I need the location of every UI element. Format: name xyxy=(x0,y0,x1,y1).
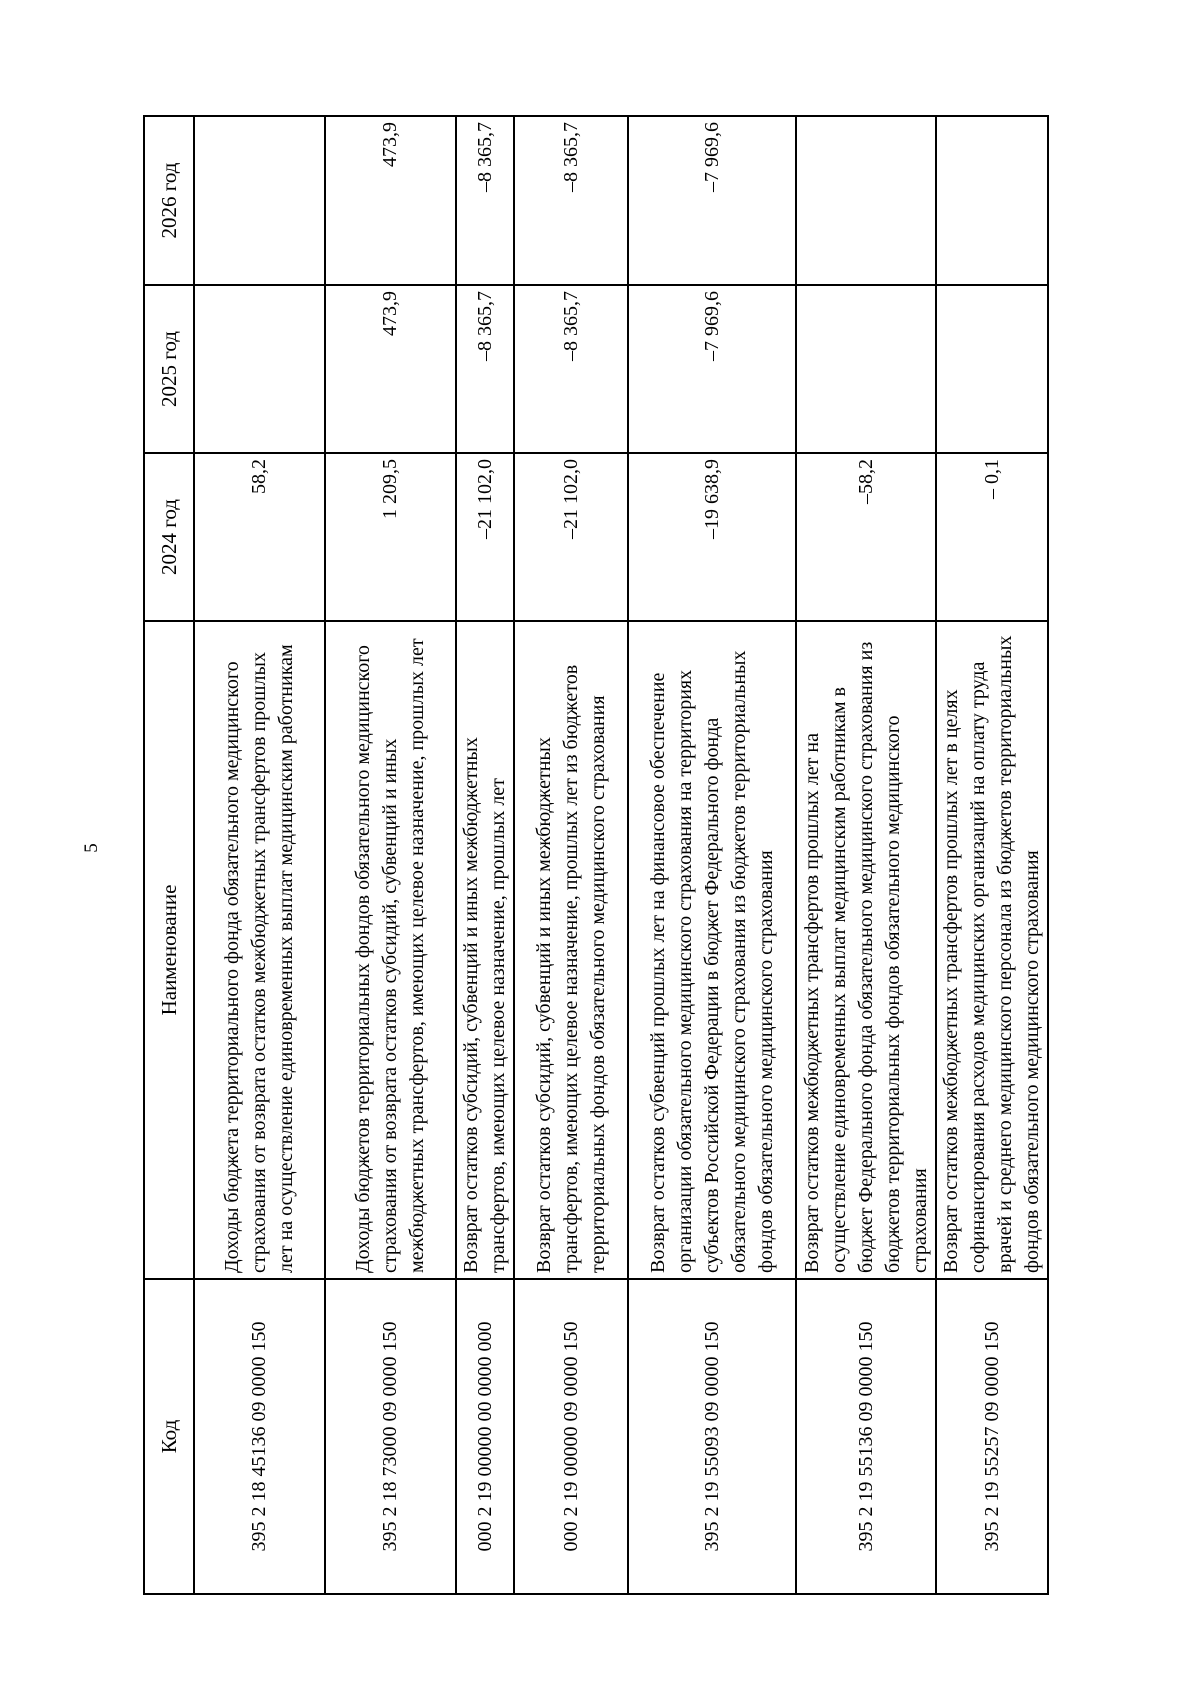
row-name: Доходы бюджета территориального фонда обязательного медицинского страхования от возврата остатков межбюджетных трансфертов прошлых лет на осуществление единовременных выплат медицинским работникам xyxy=(194,621,325,1279)
row-name: Возврат остатков субсидий, субвенций и иных межбюджетных трансфертов, имеющих целевое назначение, прошлых лет xyxy=(456,621,514,1279)
row-code: 000 2 19 00000 00 0000 000 xyxy=(456,1279,514,1594)
table-row xyxy=(628,116,796,1594)
row-name: Возврат остатков межбюджетных трансфертов прошлых лет на осуществление единовременных выплат медицинским работникам в бюджет Федерального фонда обязательного медицинского страхования из бюджетов территориальных фондов обязательного медицинского страхования xyxy=(796,621,936,1279)
row-value-2024: –21 102,0 xyxy=(456,453,514,621)
row-value-2026: 473,9 xyxy=(325,116,456,285)
header-name: Наименование xyxy=(144,621,194,1279)
row-value-2026: –7 969,6 xyxy=(628,116,796,285)
row-value-2025 xyxy=(796,285,936,453)
row-value-2024: –21 102,0 xyxy=(514,453,628,621)
row-value-2025 xyxy=(936,285,1048,453)
row-code: 395 2 18 45136 09 0000 150 xyxy=(194,1279,325,1594)
row-name: Доходы бюджетов территориальных фондов обязательного медицинского страхования от возврата остатков субсидий, субвенций и иных межбюджетных трансфертов, имеющих целевое назначение, прошлых лет xyxy=(325,621,456,1279)
row-value-2026: –8 365,7 xyxy=(514,116,628,285)
row-value-2025: 473,9 xyxy=(325,285,456,453)
row-name: Возврат остатков межбюджетных трансфертов прошлых лет в целях софинансирования расходов медицинских организаций на оплату труда врачей и среднего медицинского персонала из бюджетов территориальных фондов обязательного медицинского страхования xyxy=(936,621,1048,1279)
table-row xyxy=(796,116,936,1594)
row-value-2026 xyxy=(194,116,325,285)
row-code: 395 2 19 55257 09 0000 150 xyxy=(936,1279,1048,1594)
row-value-2024: –58,2 xyxy=(796,453,936,621)
row-value-2026 xyxy=(936,116,1048,285)
row-value-2025: –8 365,7 xyxy=(514,285,628,453)
row-value-2024: – 0,1 xyxy=(936,453,1048,621)
row-value-2024: 58,2 xyxy=(194,453,325,621)
row-code: 395 2 18 73000 09 0000 150 xyxy=(325,1279,456,1594)
row-value-2025: –7 969,6 xyxy=(628,285,796,453)
row-value-2026: –8 365,7 xyxy=(456,116,514,285)
row-value-2025 xyxy=(194,285,325,453)
budget-table-container xyxy=(143,117,1043,1595)
table-row xyxy=(325,116,456,1594)
row-code: 395 2 19 55136 09 0000 150 xyxy=(796,1279,936,1594)
table-row xyxy=(514,116,628,1594)
header-2024: 2024 год xyxy=(144,453,194,621)
row-name: Возврат остатков субвенций прошлых лет на финансовое обеспечение организации обязательного медицинского страхования на территориях субъектов Российской Федерации в бюджет Федерального фонда обязательного медицинского страхования из бюджетов территориальных фондов обязательного медицинского страхования xyxy=(628,621,796,1279)
row-value-2024: 1 209,5 xyxy=(325,453,456,621)
row-value-2024: –19 638,9 xyxy=(628,453,796,621)
table-header-row xyxy=(144,116,194,1594)
row-name: Возврат остатков субсидий, субвенций и иных межбюджетных трансфертов, имеющих целевое назначение, прошлых лет из бюджетов территориальных фондов обязательного медицинского страхования xyxy=(514,621,628,1279)
page-number: 5 xyxy=(81,843,102,853)
header-code: Код xyxy=(144,1279,194,1594)
table-row xyxy=(456,116,514,1594)
table-row xyxy=(936,116,1048,1594)
table-row xyxy=(194,116,325,1594)
row-value-2026 xyxy=(796,116,936,285)
row-code: 395 2 19 55093 09 0000 150 xyxy=(628,1279,796,1594)
row-value-2025: –8 365,7 xyxy=(456,285,514,453)
row-code: 000 2 19 00000 09 0000 150 xyxy=(514,1279,628,1594)
budget-table xyxy=(143,115,1049,1595)
header-2026: 2026 год xyxy=(144,116,194,285)
header-2025: 2025 год xyxy=(144,285,194,453)
